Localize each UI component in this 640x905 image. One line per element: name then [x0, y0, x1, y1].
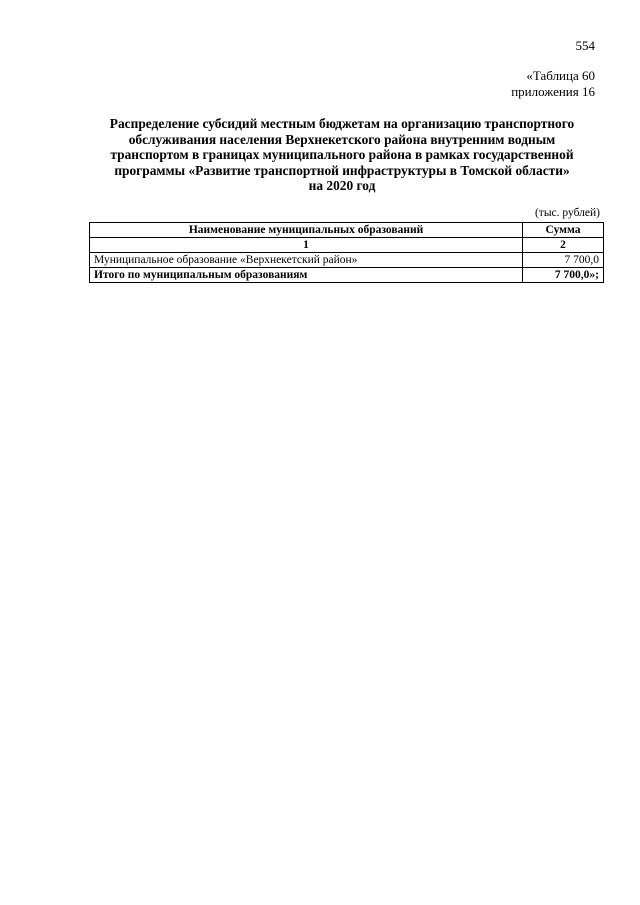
column-number-2: 2 — [523, 238, 604, 253]
total-amount: 7 700,0»; — [523, 268, 604, 283]
column-header-name: Наименование муниципальных образований — [90, 223, 523, 238]
table-numbering-row — [90, 238, 604, 253]
title-line: обслуживания населения Верхнекетского района внутренним водным — [128, 131, 556, 147]
units-note: (тыс. рублей) — [534, 207, 600, 219]
table-reference-line-1: «Таблица 60 — [526, 68, 595, 83]
subsidy-table — [89, 222, 604, 283]
municipality-amount: 7 700,0 — [523, 253, 604, 268]
title-line: программы «Развитие транспортной инфраструктуры в Томской области» — [114, 162, 570, 178]
table-total-row — [90, 268, 604, 283]
total-label: Итого по муниципальным образованиям — [90, 268, 523, 283]
title-line: транспортом в границах муниципального района в рамках государственной — [110, 147, 574, 163]
column-header-sum: Сумма — [523, 223, 604, 238]
municipality-name: Муниципальное образование «Верхнекетский район» — [90, 253, 523, 268]
title-line: на 2020 год — [308, 178, 376, 194]
title-line: Распределение субсидий местным бюджетам на организацию транспортного — [109, 116, 575, 131]
table-reference — [511, 68, 595, 100]
table-row — [90, 253, 604, 268]
table-reference-line-2: приложения 16 — [511, 84, 595, 99]
column-number-1: 1 — [90, 238, 523, 253]
document-title — [88, 116, 596, 194]
page-number: 554 — [575, 38, 595, 53]
table-header-row — [90, 223, 604, 238]
